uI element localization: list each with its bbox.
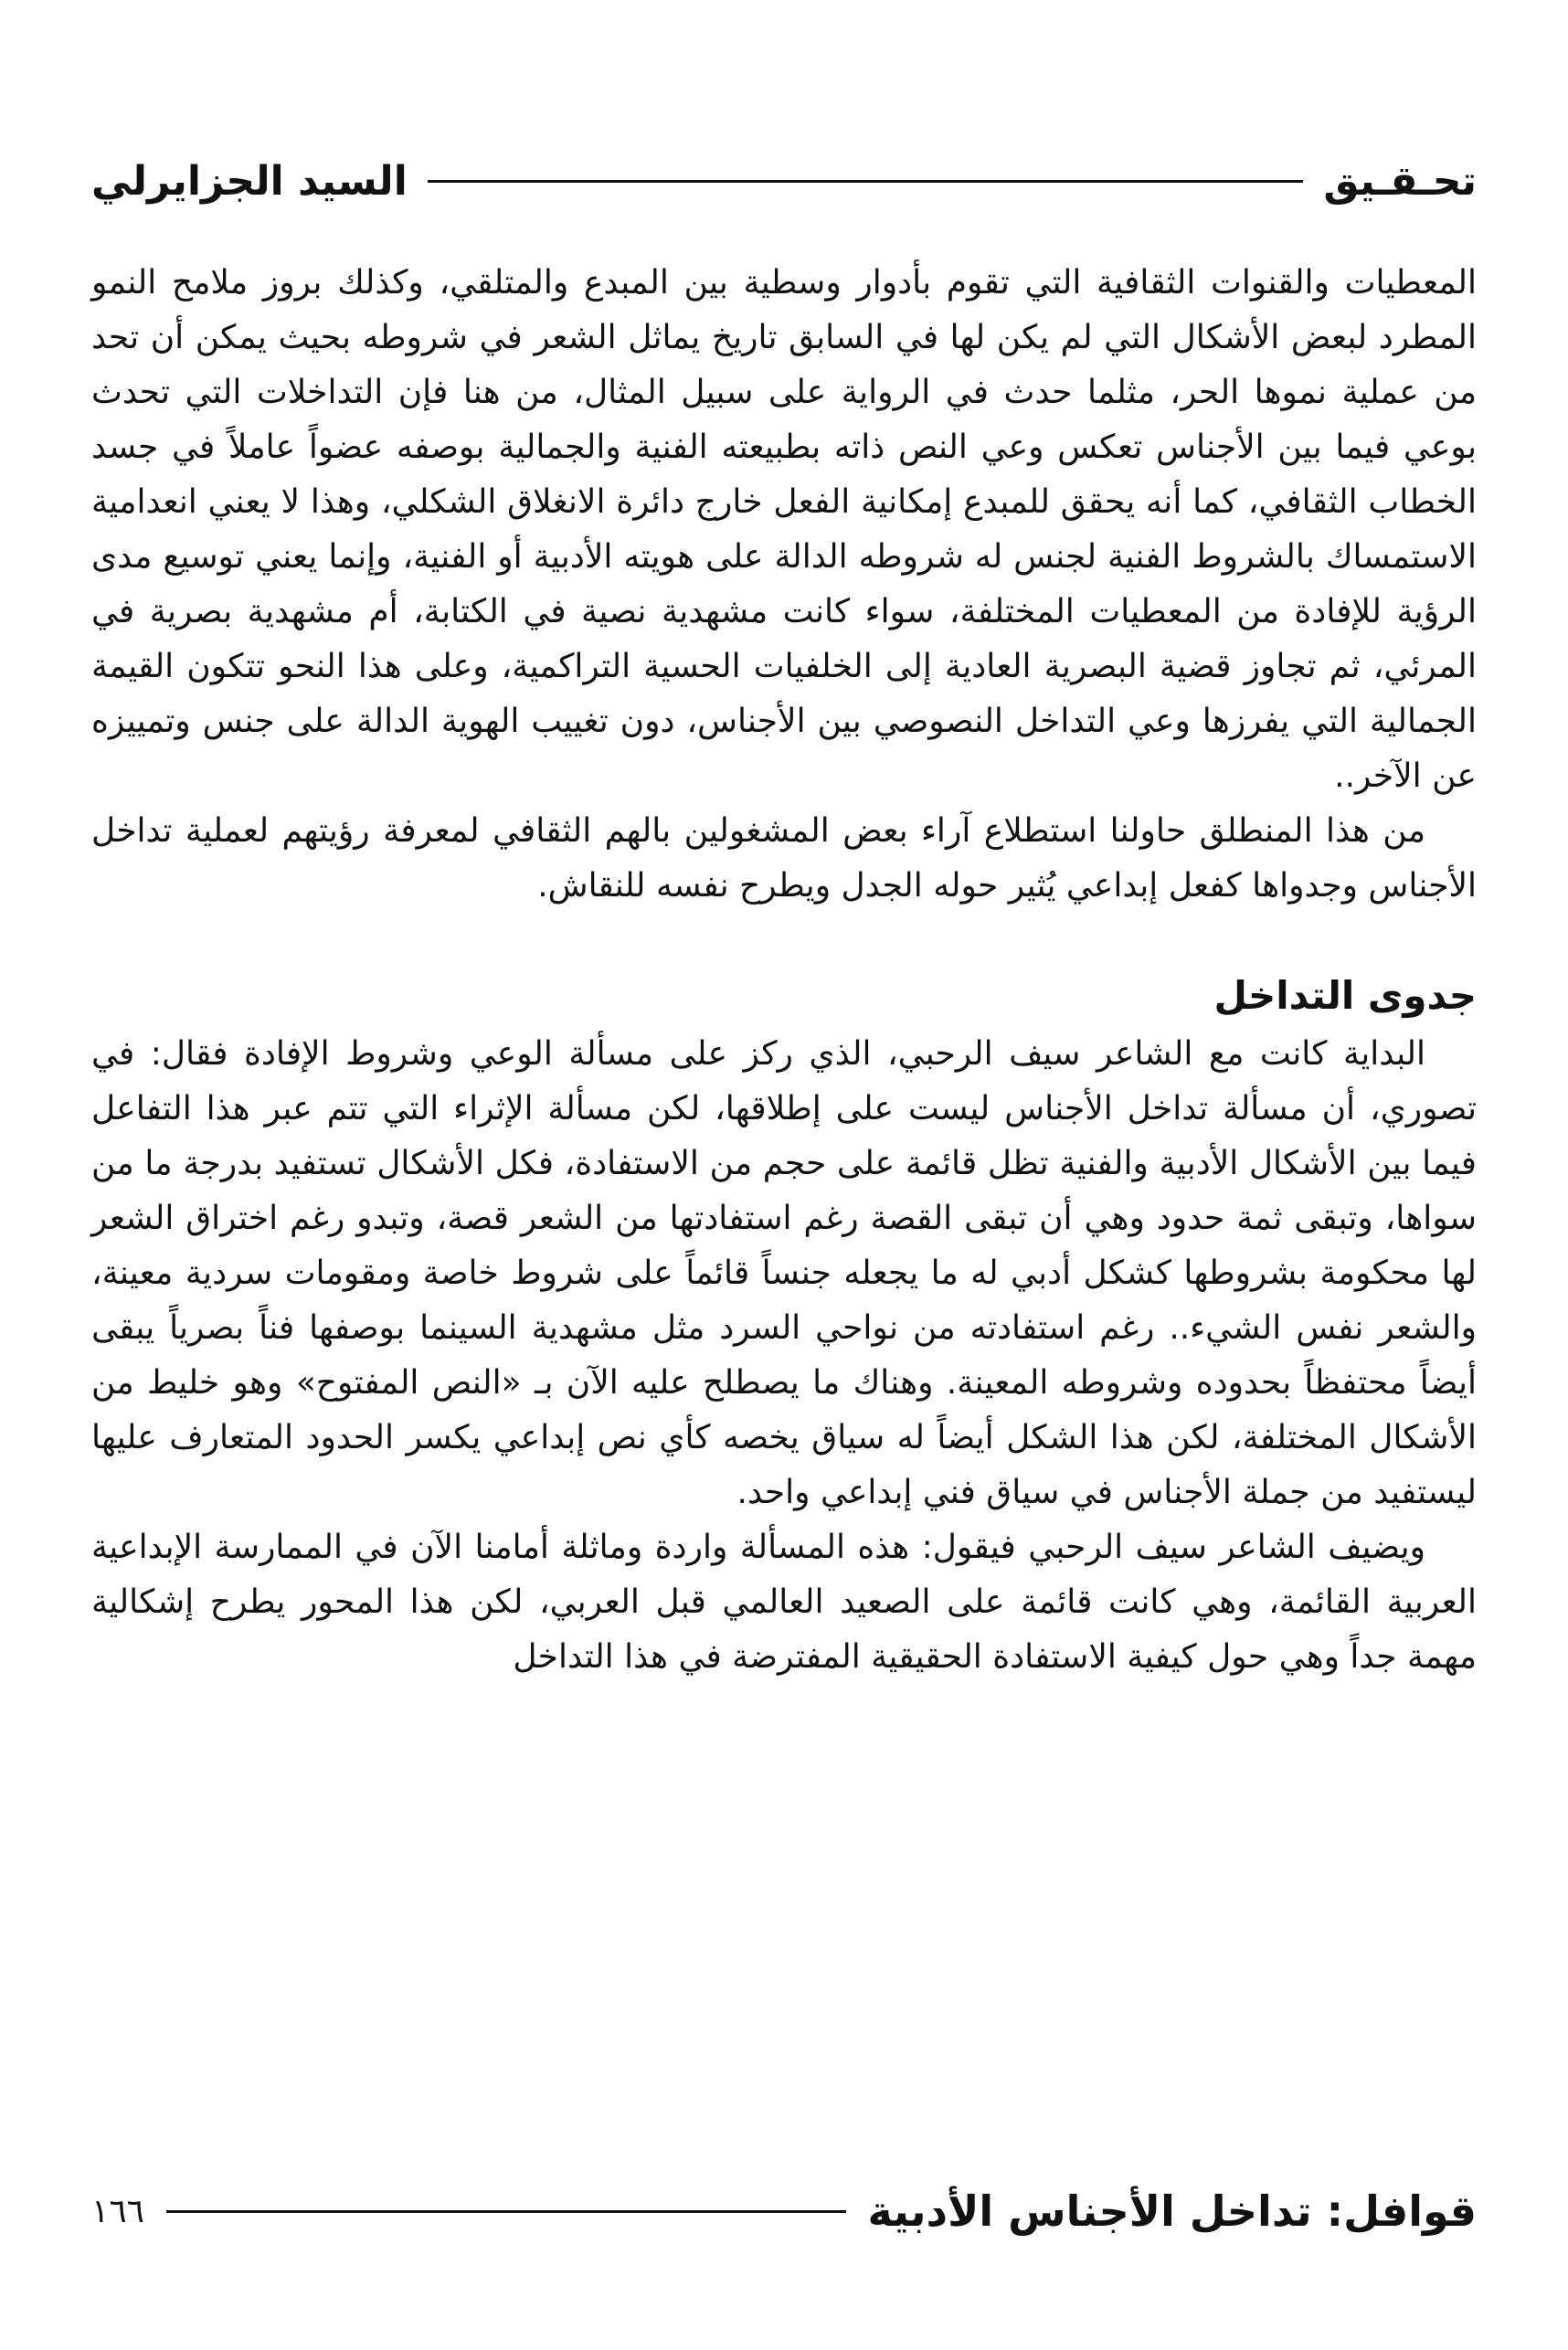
- fourth-paragraph: ويضيف الشاعر سيف الرحبي فيقول: هذه المسألة واردة وماثلة أمامنا الآن في الممارسة الإبداعية العربية القائمة، وهي كانت قائمة على الصعيد العالمي قبل العربي، لكن هذا المحور يطرح إشكالية مهمة جداً وهي حول كيفية الاستفادة الحقيقية المفترضة في هذا التداخل: [91, 1529, 1477, 1676]
- intro-paragraph: المعطيات والقنوات الثقافية التي تقوم بأدوار وسطية بين المبدع والمتلقي، وكذلك بروز ملامح النمو المطرد لبعض الأشكال التي لم يكن لها في السابق تاريخ يماثل الشعر في شروطه بحيث يمكن أن تحد من عملية نموها الحر، مثلما حدث في الرواية على سبيل المثال، من هنا فإن التداخلات التي تحدث بوعي فيما بين الأجناس تعكس وعي النص ذاته بطبيعته الفنية والجمالية بوصفه عضواً عاملاً في جسد الخطاب الثقافي، كما أنه يحقق للمبدع إمكانية الفعل خارج دائرة الانغلاق الشكلي، وهذا لا يعني انعدامية الاستمساك بالشروط الفنية لجنس له شروطه الدالة على هويته الأدبية أو الفنية، وإنما يعني توسيع مدى الرؤية للإفادة من المعطيات المختلفة، سواء كانت مشهدية نصية في الكتابة، أم مشهدية بصرية في المرئي، ثم تجاوز قضية البصرية العادية إلى الخلفيات الحسية التراكمية، وعلى هذا النحو تتكون القيمة الجمالية التي يفرزها وعي التداخل النصوصي بين الأجناس، دون تغييب الهوية الدالة على جنس وتمييزه عن الآخر..: [91, 264, 1477, 795]
- section-gap: [91, 914, 1477, 965]
- header-rule: [428, 180, 1304, 183]
- third-paragraph: البداية كانت مع الشاعر سيف الرحبي، الذي ركز على مسألة الوعي وشروط الإفادة فقال: في تصوري، أن مسألة تداخل الأجناس ليست على إطلاقها، لكن مسألة الإثراء التي تتم عبر هذا التفاعل فيما بين الأشكال الأدبية والفنية تظل قائمة على حجم من الاستفادة، فكل الأشكال تستفيد بدرجة ما من سواها، وتبقى ثمة حدود وهي أن تبقى القصة رغم استفادتها من الشعر قصة، وتبدو رغم اختراق الشعر لها محكومة بشروطها كشكل أدبي له ما يجعله جنساً قائماً على شروط خاصة ومقومات سردية معينة، والشعر نفس الشيء.. رغم استفادته من نواحي السرد مثل مشهدية السينما بوصفها فناً بصرياً يبقى أيضاً محتفظاً بحدوده وشروطه المعينة. وهناك ما يصطلح عليه الآن بـ «النص المفتوح» وهو خليط من الأشكال المختلفة، لكن هذا الشكل أيضاً له سياق يخصه كأي نص إبداعي يكسر الحدود المتعارف عليها ليستفيد من جملة الأجناس في سياق فني إبداعي واحد.: [91, 1035, 1477, 1511]
- page-number: ١٦٦: [91, 2192, 145, 2230]
- series-title: قوافل: تداخل الأجناس الأدبية: [867, 2186, 1477, 2236]
- running-header: [91, 153, 1477, 208]
- section-subheading: جدوى التداخل: [1213, 973, 1477, 1018]
- running-footer: [91, 2179, 1477, 2243]
- author-name: السيد الجزايرلي: [91, 157, 408, 205]
- body-text: [91, 256, 1477, 1685]
- footer-rule: [166, 2210, 846, 2213]
- section-label: تحـقـيق: [1323, 157, 1477, 205]
- second-paragraph: من هذا المنطلق حاولنا استطلاع آراء بعض المشغولين بالهم الثقافي لمعرفة رؤيتهم لعملية تداخل الأجناس وجدواها كفعل إبداعي يُثير حوله الجدل ويطرح نفسه للنقاش.: [91, 812, 1477, 905]
